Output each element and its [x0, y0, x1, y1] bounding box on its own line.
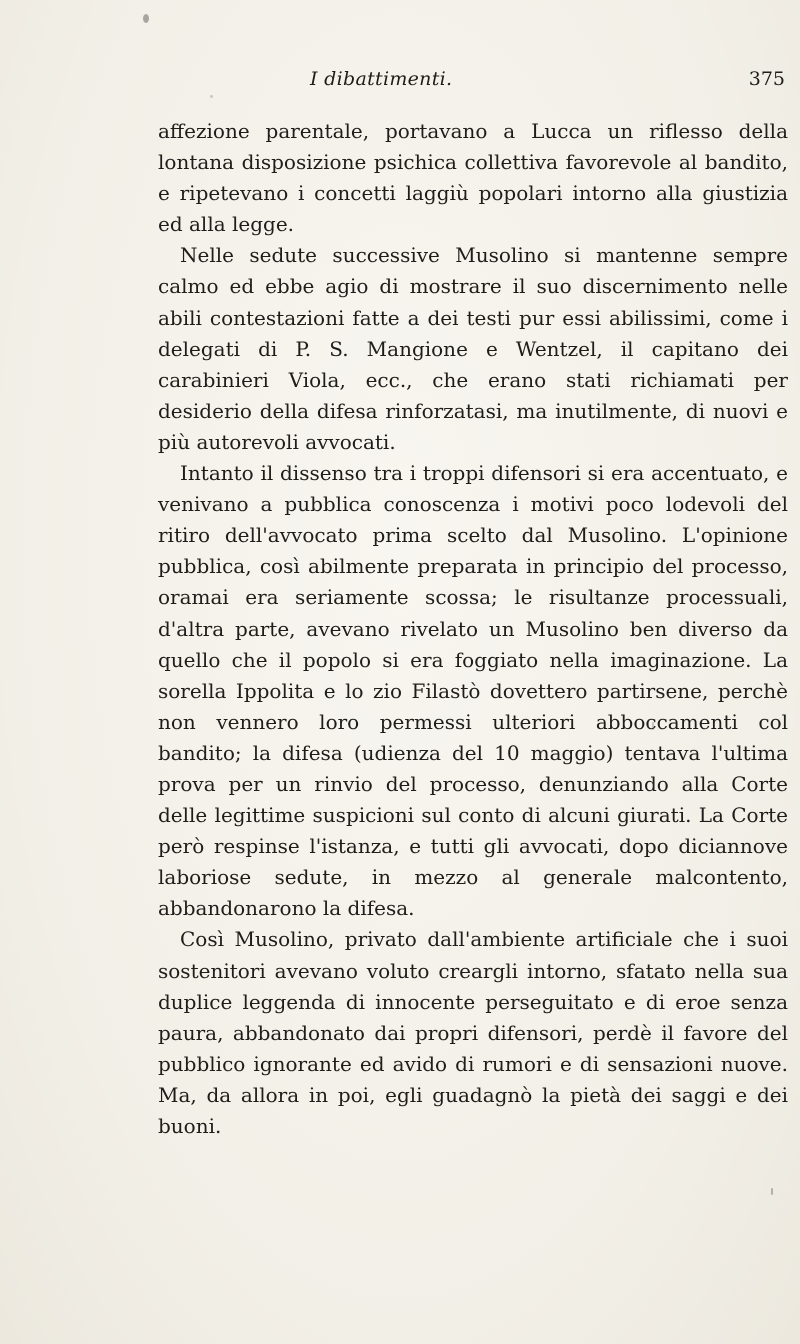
ink-speck — [143, 14, 149, 23]
ink-speck — [771, 1188, 773, 1195]
paragraph: Intanto il dissenso tra i troppi difensori si era accentuato, e venivano a pubblica conoscenza i motivi poco lodevoli del ritiro dell'avvocato prima scelto dal Musolino. L'opinione pubblica, così abilmente preparata in principio del processo, oramai era seriamente scossa; le risultanze processuali, d'altra parte, avevano rivelato un Musolino ben diverso da quello che il popolo si era foggiato nella imaginazione. La sorella Ippolita e lo zio Filastò dovettero partirsene, perchè non vennero loro permessi ulteriori abboccamenti col bandito; la difesa (udienza del 10 maggio) tentava l'ultima prova per un rinvio del processo, denunziando alla Corte delle legittime suspicioni sul conto di alcuni giurati. La Corte però respinse l'istanza, e tutti gli avvocati, dopo diciannove laboriose sedute, in mezzo al generale malcontento, abbandonarono la difesa. — [158, 461, 788, 921]
body-text — [158, 116, 788, 1142]
page-number: 375 — [748, 68, 785, 90]
paragraph: Nelle sedute successive Musolino si mantenne sempre calmo ed ebbe agio di mostrare il suo discernimento nelle abili contestazioni fatte a dei testi pur essi abilissimi, come i delegati di P. S. Mangione e Wentzel, il capitano dei carabinieri Viola, ecc., che erano stati richiamati per desiderio della difesa rinforzatasi, ma inutilmente, di nuovi e più autorevoli avvocati. — [158, 243, 788, 454]
paragraph: affezione parentale, portavano a Lucca un riflesso della lontana disposizione psichica collettiva favorevole al bandito, e ripetevano i concetti laggiù popolari intorno alla giustizia ed alla legge. — [158, 119, 788, 237]
paragraph: Così Musolino, privato dall'ambiente artificiale che i suoi sostenitori avevano voluto creargli intorno, sfatato nella sua duplice leggenda di innocente perseguitato e di eroe senza paura, abbandonato dai propri difensori, perdè il favore del pubblico ignorante ed avido di rumori e di sensazioni nuove. Ma, da allora in poi, egli guadagnò la pietà dei saggi e dei buoni. — [158, 927, 788, 1138]
running-head — [150, 68, 795, 98]
running-title: I dibattimenti. — [310, 68, 453, 90]
